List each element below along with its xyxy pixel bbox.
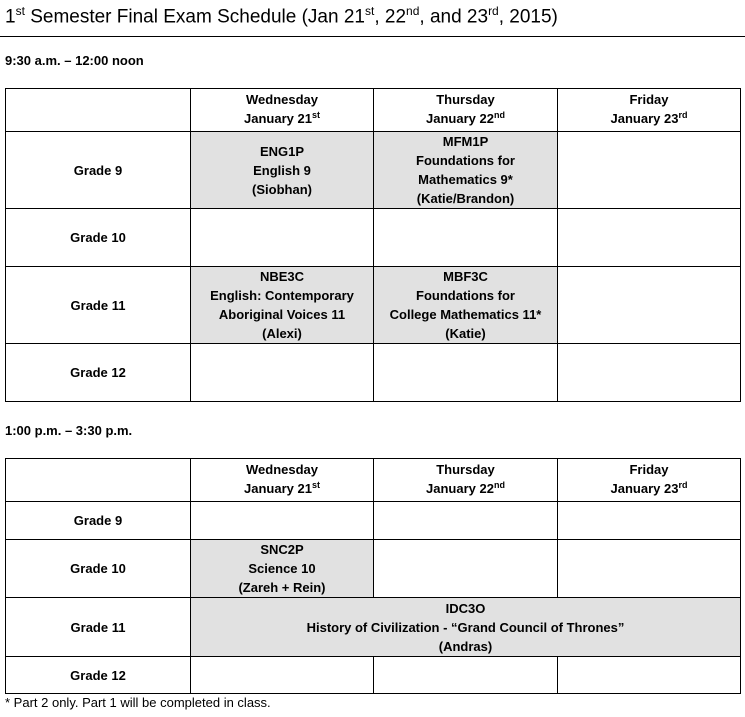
day-header-wednesday: Wednesday January 21st <box>191 89 374 132</box>
empty-cell <box>558 540 741 598</box>
corner-cell <box>6 459 191 502</box>
day-header-friday: Friday January 23rd <box>558 459 741 502</box>
empty-cell <box>374 209 558 267</box>
exam-cell-spanning: IDC3O History of Civilization - “Grand Council of Thrones” (Andras) <box>191 598 741 657</box>
table-row <box>6 267 741 344</box>
corner-cell <box>6 89 191 132</box>
header-row <box>6 89 741 132</box>
grade-label: Grade 10 <box>6 540 191 598</box>
header-row <box>6 459 741 502</box>
title-underline <box>0 36 745 37</box>
table-row <box>6 344 741 402</box>
grade-label: Grade 9 <box>6 502 191 540</box>
grade-label: Grade 9 <box>6 132 191 209</box>
day-header-friday: Friday January 23rd <box>558 89 741 132</box>
empty-cell <box>191 657 374 694</box>
morning-schedule-table <box>5 88 741 402</box>
session-time-afternoon: 1:00 p.m. – 3:30 p.m. <box>5 423 133 438</box>
empty-cell <box>191 344 374 402</box>
grade-label: Grade 10 <box>6 209 191 267</box>
grade-label: Grade 12 <box>6 657 191 694</box>
empty-cell <box>558 344 741 402</box>
table-row <box>6 209 741 267</box>
afternoon-schedule-table <box>5 458 741 694</box>
table-row <box>6 502 741 540</box>
table-row <box>6 598 741 657</box>
empty-cell <box>374 540 558 598</box>
empty-cell <box>374 657 558 694</box>
grade-label: Grade 11 <box>6 598 191 657</box>
empty-cell <box>191 209 374 267</box>
empty-cell <box>558 267 741 344</box>
exam-cell: MBF3C Foundations for College Mathematics 11* (Katie) <box>374 267 558 344</box>
empty-cell <box>558 209 741 267</box>
empty-cell <box>374 502 558 540</box>
exam-cell: ENG1P English 9 (Siobhan) <box>191 132 374 209</box>
table-row <box>6 657 741 694</box>
day-header-thursday: Thursday January 22nd <box>374 89 558 132</box>
empty-cell <box>374 344 558 402</box>
exam-cell: SNC2P Science 10 (Zareh + Rein) <box>191 540 374 598</box>
day-header-thursday: Thursday January 22nd <box>374 459 558 502</box>
footnote: * Part 2 only. Part 1 will be completed in class. <box>5 695 271 710</box>
exam-cell: MFM1P Foundations for Mathematics 9* (Katie/Brandon) <box>374 132 558 209</box>
exam-cell: NBE3C English: Contemporary Aboriginal Voices 11 (Alexi) <box>191 267 374 344</box>
empty-cell <box>558 132 741 209</box>
session-time-morning: 9:30 a.m. – 12:00 noon <box>5 53 144 68</box>
page-title: 1st Semester Final Exam Schedule (Jan 21st, 22nd, and 23rd, 2015) <box>5 4 558 28</box>
empty-cell <box>558 502 741 540</box>
empty-cell <box>191 502 374 540</box>
table-row <box>6 132 741 209</box>
grade-label: Grade 12 <box>6 344 191 402</box>
empty-cell <box>558 657 741 694</box>
day-header-wednesday: Wednesday January 21st <box>191 459 374 502</box>
table-row <box>6 540 741 598</box>
grade-label: Grade 11 <box>6 267 191 344</box>
